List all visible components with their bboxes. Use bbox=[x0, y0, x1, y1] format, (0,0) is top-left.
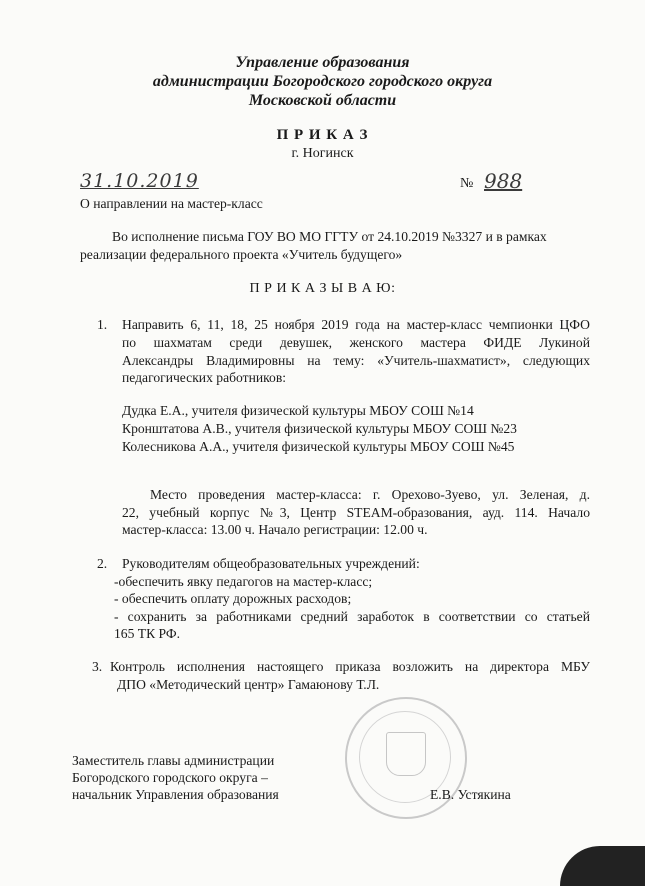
signatory-title-line3: начальник Управления образования bbox=[72, 787, 279, 802]
item1-line1: Направить 6, 11, 18, 25 ноября 2019 года на мастер-класс чемпионки ЦФО bbox=[122, 317, 590, 332]
teacher-item: Кронштатова А.В., учителя физической культуры МБОУ СОШ №23 bbox=[122, 421, 517, 436]
teacher-item: Дудка Е.А., учителя физической культуры МБОУ СОШ №14 bbox=[122, 403, 474, 418]
coat-of-arms-icon bbox=[386, 732, 426, 776]
item2-number: 2. bbox=[97, 556, 108, 571]
venue-line1: Место проведения мастер-класса: г. Орехово-Зуево, ул. Зеленая, д. bbox=[150, 487, 590, 502]
item2-line2: -обеспечить явку педагогов на мастер-класс; bbox=[114, 574, 373, 589]
venue-line2: 22, учебный корпус №3, Центр STEAM-образования, ауд. 114. Начало bbox=[122, 505, 590, 520]
item2-line3: - обеспечить оплату дорожных расходов; bbox=[114, 591, 352, 606]
item2-line4: - сохранить за работниками средний заработок в соответствии со статьей bbox=[114, 609, 590, 624]
org-name-line2: администрации Богородского городского округа bbox=[152, 73, 493, 90]
item1-line2: по шахматам среди девушек, женского мастера ФИДЕ Лукиной bbox=[122, 335, 590, 350]
photo-edge-shadow bbox=[560, 846, 645, 886]
signatory-title-line1: Заместитель главы администрации bbox=[72, 753, 275, 768]
item1-line3: Александры Владимировны на тему: «Учитель-шахматист», следующих bbox=[122, 353, 590, 368]
item2-line5: 165 ТК РФ. bbox=[114, 626, 181, 641]
signatory-name: Е.В. Устякина bbox=[430, 787, 511, 802]
preamble-line1: Во исполнение письма ГОУ ВО МО ГГТУ от 24.10.2019 №3327 и в рамках bbox=[112, 229, 547, 244]
item3-line2: ДПО «Методический центр» Гамаюнову Т.Л. bbox=[117, 677, 380, 692]
item3-number: 3. bbox=[92, 659, 103, 674]
item3-line1: Контроль исполнения настоящего приказа возложить на директора МБУ bbox=[110, 659, 590, 674]
subject-line: О направлении на мастер-класс bbox=[80, 196, 263, 211]
preamble-line2: реализации федерального проекта «Учитель будущего» bbox=[80, 247, 403, 262]
org-name-line1: Управление образования bbox=[235, 54, 410, 71]
org-name-line3: Московской области bbox=[248, 92, 397, 109]
signatory-title-line2: Богородского городского округа – bbox=[72, 770, 268, 785]
city: г. Ногинск bbox=[291, 146, 354, 161]
teacher-item: Колесникова А.А., учителя физической культуры МБОУ СОШ №45 bbox=[122, 439, 515, 454]
order-word: П Р И К А З Ы В А Ю: bbox=[249, 281, 396, 296]
item2-line1: Руководителям общеобразовательных учреждений: bbox=[122, 556, 420, 571]
handwritten-date: 31.10.2019 bbox=[80, 170, 199, 192]
venue-line3: мастер-класса: 13.00 ч. Начало регистрации: 12.00 ч. bbox=[122, 522, 428, 537]
doc-type-title: П Р И К А З bbox=[276, 127, 369, 143]
item1-number: 1. bbox=[97, 317, 108, 332]
order-number-label: № bbox=[460, 176, 474, 191]
item1-line4: педагогических работников: bbox=[122, 370, 287, 385]
handwritten-order-number: 988 bbox=[484, 169, 523, 193]
